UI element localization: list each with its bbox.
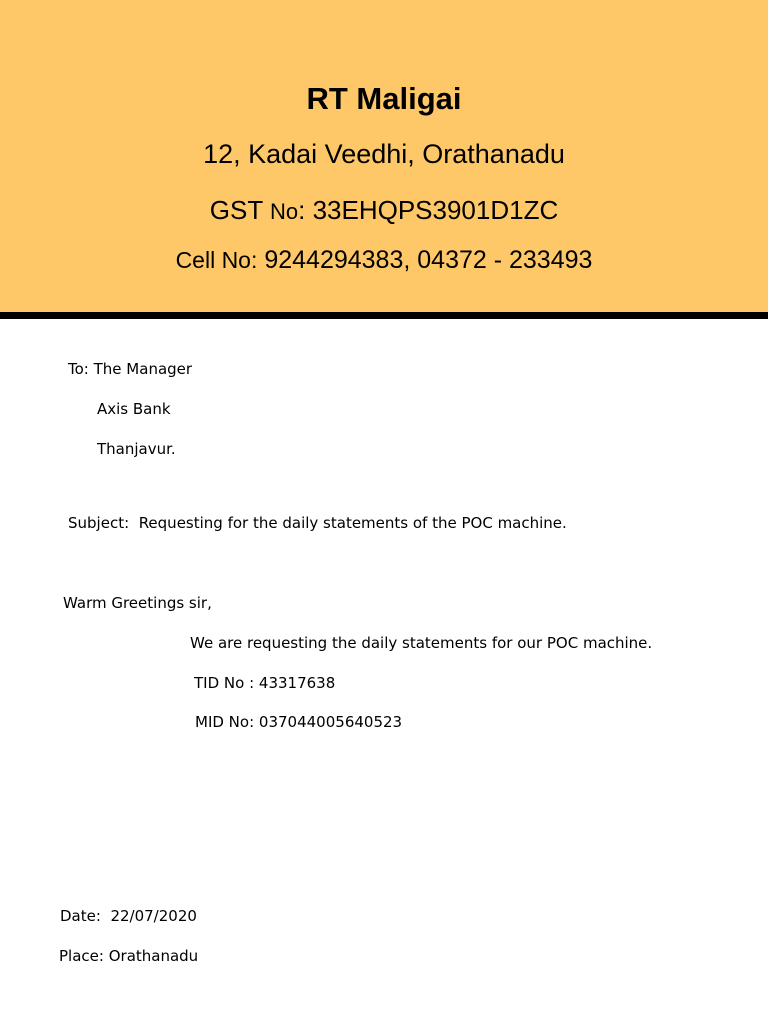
tid-value: 43317638 [258, 674, 336, 692]
gst-line [0, 195, 768, 226]
cell-numbers: 9244294383, 04372 - 233493 [264, 246, 593, 274]
subject-text: Requesting for the daily statements of the POC machine. [138, 514, 567, 532]
mid-label: MID No: [195, 713, 255, 731]
letterhead [0, 0, 768, 312]
mid-value: 037044005640523 [258, 713, 403, 731]
gst-prefix: GST [209, 195, 263, 225]
cell-line [0, 246, 768, 275]
subject-label: Subject: [68, 514, 130, 532]
business-address: 12, Kadai Veedhi, Orathanadu [203, 139, 565, 169]
greeting: Warm Greetings sir, [63, 594, 212, 612]
date-value: 22/07/2020 [110, 907, 197, 925]
place-value: Orathanadu [108, 947, 199, 965]
to-label: To: [68, 360, 89, 378]
to-recipient: The Manager [93, 360, 193, 378]
tid-line [194, 673, 335, 693]
business-name: RT Maligai [306, 81, 462, 116]
letter-body: We are requesting the daily statements for our POC machine. [190, 634, 653, 652]
to-line [68, 359, 192, 379]
mid-line [195, 712, 402, 732]
gst-number: 33EHQPS3901D1ZC [312, 195, 559, 225]
gst-no-label: No [269, 199, 299, 224]
date-label: Date: [60, 907, 101, 925]
recipient-bank: Axis Bank [97, 400, 171, 418]
letterhead-divider [0, 312, 768, 319]
subject-line [68, 513, 567, 533]
gst-colon: : [298, 195, 306, 225]
date-line [60, 906, 197, 926]
place-label: Place: [59, 947, 104, 965]
recipient-city: Thanjavur. [97, 440, 176, 458]
tid-label: TID No : [194, 674, 255, 692]
place-line [59, 946, 198, 966]
cell-label: Cell No: [175, 247, 258, 273]
